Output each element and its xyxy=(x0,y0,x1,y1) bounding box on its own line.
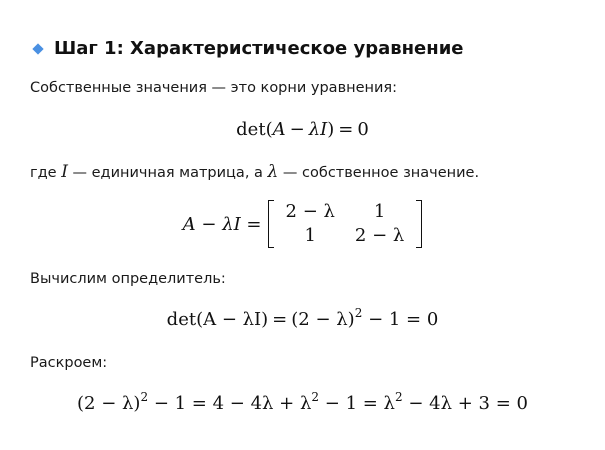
where-prefix: где xyxy=(30,165,62,181)
zero-value: 0 xyxy=(357,119,369,140)
det-rest: − 1 = 0 xyxy=(368,309,439,330)
left-paren: ( xyxy=(265,119,273,140)
equals-sign: = xyxy=(272,309,288,330)
matrix-equation xyxy=(0,200,605,248)
equals-sign: = xyxy=(338,119,354,140)
heading-title: Шаг 1: Характеристическое уравнение xyxy=(54,38,464,59)
matrix xyxy=(268,200,423,248)
diamond-bullet-icon xyxy=(32,43,43,54)
exponent: 2 xyxy=(140,390,149,404)
where-suffix: — собственное значение. xyxy=(278,165,480,181)
where-text xyxy=(30,162,479,182)
exp-part-2: − 1 = 4 − 4λ + λ xyxy=(153,393,312,414)
expand-label: Раскроем: xyxy=(30,355,108,371)
matrix-a: A xyxy=(272,119,286,140)
exp-part-3: − 1 = λ xyxy=(324,393,395,414)
matrix-lhs: A − λI = xyxy=(182,213,262,235)
characteristic-equation xyxy=(0,119,605,140)
section-heading xyxy=(30,38,464,59)
identity-symbol: I xyxy=(61,162,68,182)
lambda-inline: λ xyxy=(267,162,279,182)
matrix-cell: 1 xyxy=(373,201,386,222)
det-base: (2 − λ) xyxy=(291,309,355,330)
exponent: 2 xyxy=(354,306,363,320)
determinant-equation xyxy=(0,306,605,330)
right-paren: ) xyxy=(327,119,335,140)
det-operator: det xyxy=(236,119,266,140)
matrix-row xyxy=(276,224,415,248)
identity-matrix: I xyxy=(320,119,328,140)
minus-sign: − xyxy=(289,119,305,140)
det-lhs: det(A − λI) xyxy=(166,309,269,330)
matrix-cell: 1 xyxy=(304,225,316,246)
exp-part-1: (2 − λ) xyxy=(77,393,141,414)
intro-text: Собственные значения — это корни уравнения: xyxy=(30,80,398,96)
lambda-symbol: λ xyxy=(308,119,321,140)
compute-label: Вычислим определитель: xyxy=(30,271,226,287)
where-middle: — единичная матрица, а xyxy=(67,165,268,181)
matrix-cell: 2 − λ xyxy=(285,201,335,222)
exp-part-4: − 4λ + 3 = 0 xyxy=(408,393,528,414)
expanded-equation xyxy=(0,390,605,414)
exponent: 2 xyxy=(311,390,320,404)
matrix-cell: 2 − λ xyxy=(354,225,405,246)
exponent: 2 xyxy=(394,390,403,404)
matrix-row xyxy=(276,200,415,224)
